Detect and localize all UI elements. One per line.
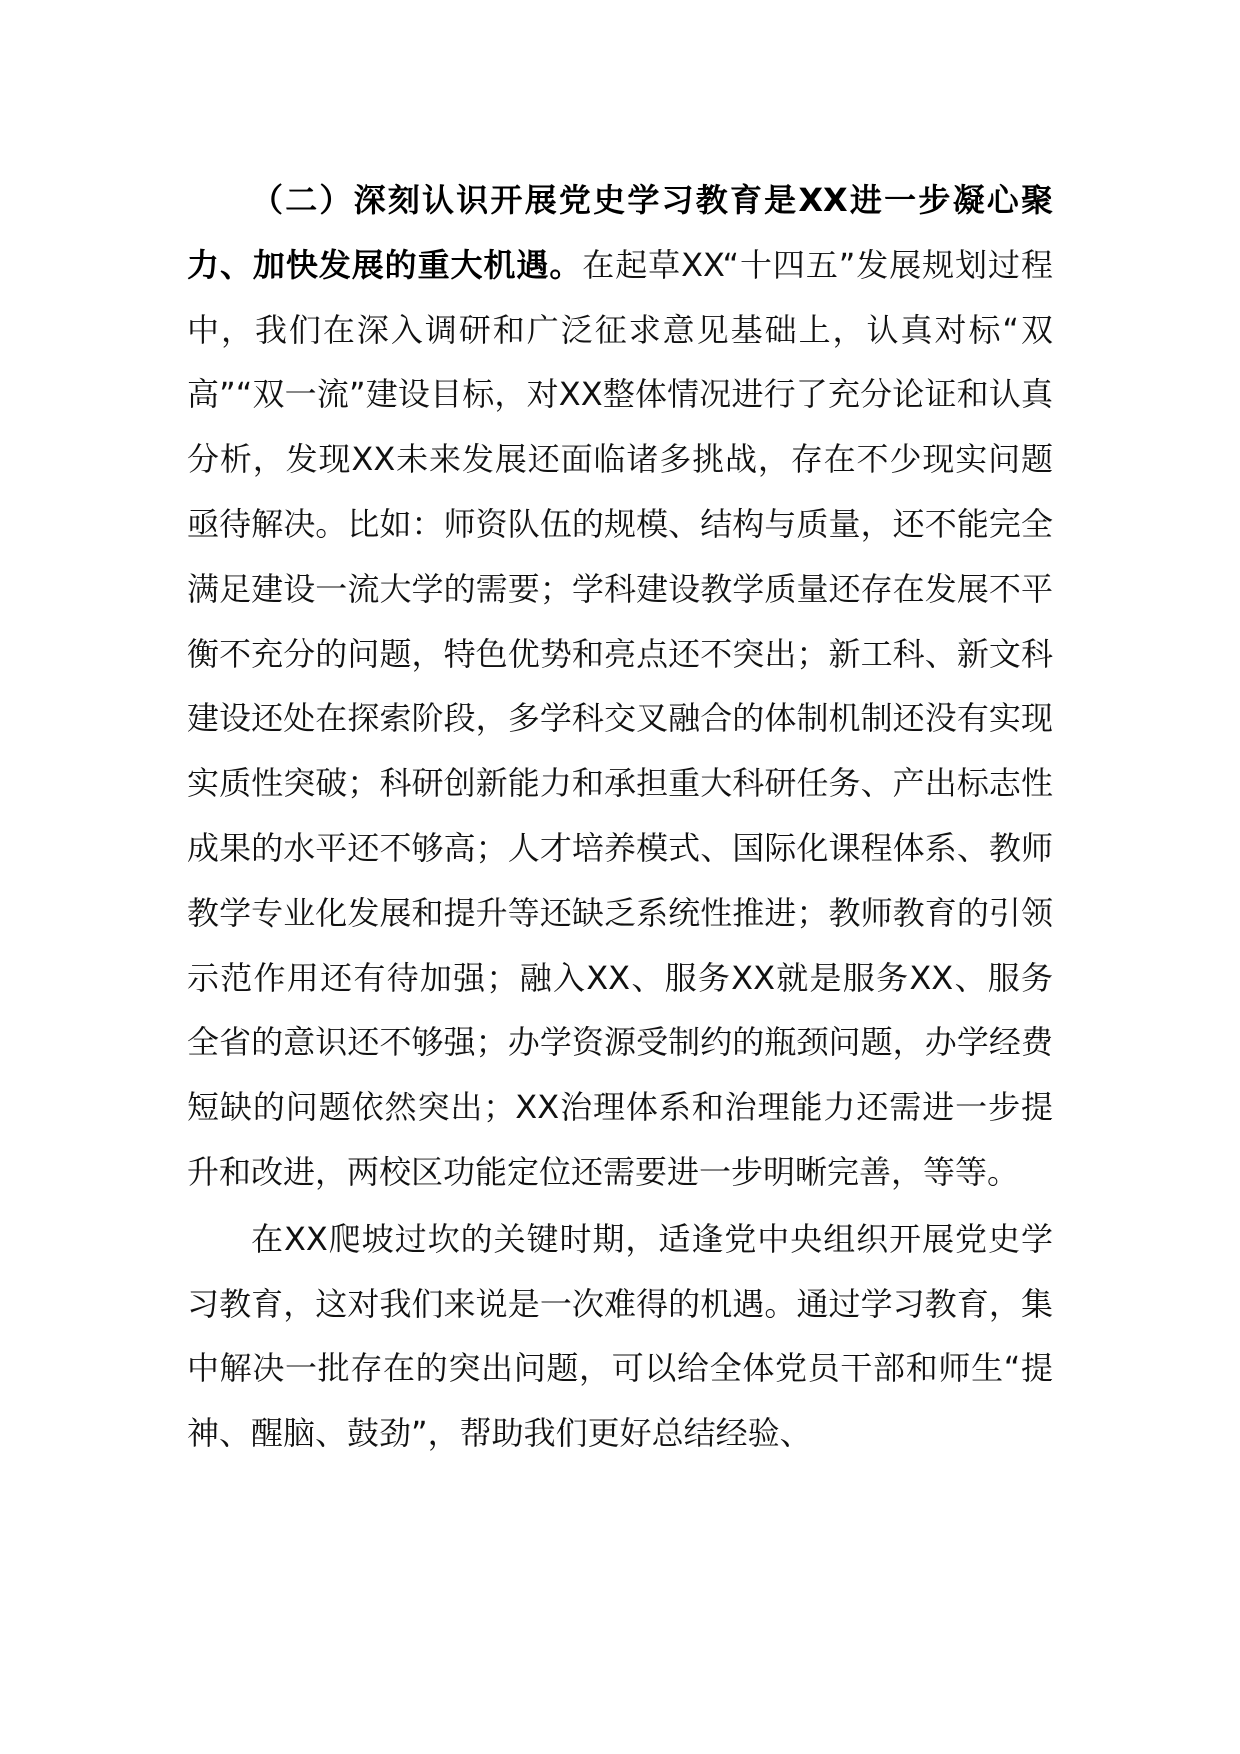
paragraph-2-text: 在XX爬坡过坎的关键时期，适逢党中央组织开展党史学习教育，这对我们来说是一次难得的机遇。通过学习教育，集中解决一批存在的突出问题，可以给全体党员干部和师生“提神、醒脑、鼓劲”，帮助我们更好总结经验、 xyxy=(187,1219,1053,1453)
document-body xyxy=(187,168,1053,1466)
section-heading: （二）深刻认识开展党史学习教育是XX进一步凝心聚力、加快发展的重大机遇。 xyxy=(187,181,1053,284)
paragraph-1 xyxy=(187,168,1053,1205)
paragraph-2 xyxy=(187,1207,1053,1466)
paragraph-1-text: 在起草XX“十四五”发展规划过程中，我们在深入调研和广泛征求意见基础上，认真对标“双高”“双一流”建设目标，对XX整体情况进行了充分论证和认真分析，发现XX未来发展还面临诸多挑战，存在不少现实问题亟待解决。比如：师资队伍的规模、结构与质量，还不能完全满足建设一流大学的需要；学科建设教学质量还存在发展不平衡不充分的问题，特色优势和亮点还不突出；新工科、新文科建设还处在探索阶段，多学科交叉融合的体制机制还没有实现实质性突破；科研创新能力和承担重大科研任务、产出标志性成果的水平还不够高；人才培养模式、国际化课程体系、教师教学专业化发展和提升等还缺乏系统性推进；教师教育的引领示范作用还有待加强；融入XX、服务XX就是服务XX、服务全省的意识还不够强；办学资源受制约的瓶颈问题，办学经费短缺的问题依然突出；XX治理体系和治理能力还需进一步提升和改进，两校区功能定位还需要进一步明晰完善，等等。 xyxy=(187,245,1053,1191)
